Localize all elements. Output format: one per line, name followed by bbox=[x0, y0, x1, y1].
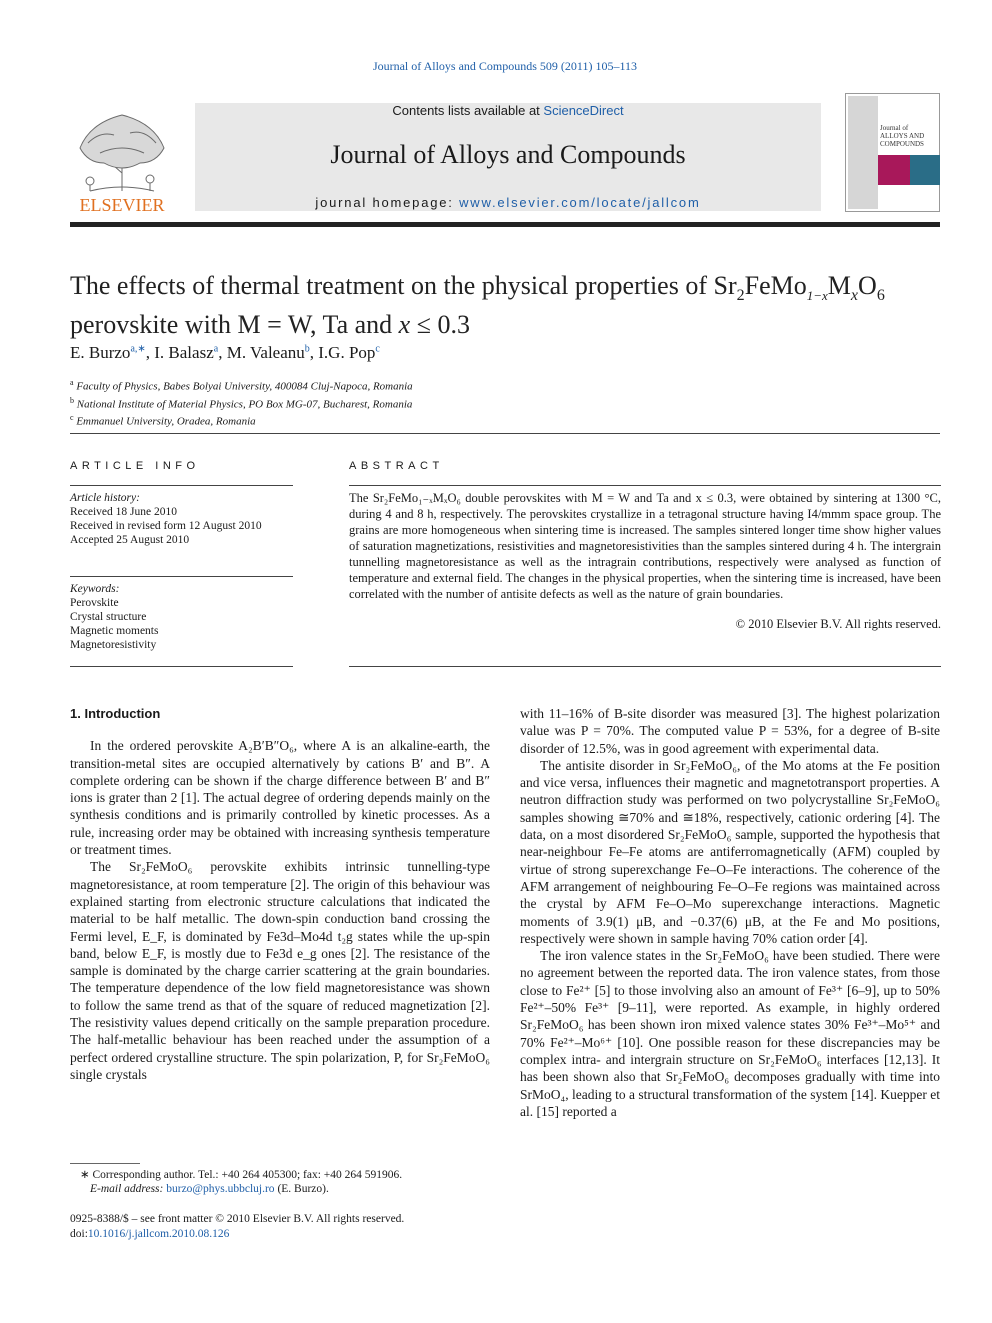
divider bbox=[70, 485, 293, 486]
body-paragraph: The antisite disorder in Sr₂FeMoO₆, of the Mo atoms at the Fe position and vice versa, influences their magnetic and magnetotransport properties. A neutron diffraction study was performed on two polycrystalline Sr₂FeMoO₆ samples showing ≅70% and ≅18%, respectively, cationic ordering [4]. The data, on a most disordered Sr₂FeMoO₆ sample, supported the hypothesis that near-neighbour Fe–Fe atoms are antiferromagnetically (AFM) coupled by virtue of strong superexchange Fe–O–Fe interactions. The coherence of the AFM arrangement of neighbouring Fe–O–Fe regions was maintained across the crystal by AFM Fe–O–Mo superexchange interactions. Magnetic moments of 3.9(1) μB, and −0.37(6) μB, at the Fe and Mo positions, respectively were shown in sample having 70% cation order [4]. bbox=[520, 757, 940, 946]
divider bbox=[349, 666, 941, 667]
sciencedirect-link[interactable]: ScienceDirect bbox=[543, 103, 624, 118]
abstract-copyright: © 2010 Elsevier B.V. All rights reserved. bbox=[735, 617, 941, 631]
affiliation-item: $^c$ Emmanuel University, Oradea, Romania bbox=[70, 413, 256, 428]
page-footer: 0925-8388/$ – see front matter © 2010 Elsevier B.V. All rights reserved. doi:10.1016/j.jallcom.2010.08.126 bbox=[70, 1213, 405, 1240]
body-paragraph: In the ordered perovskite A₂B′B″O₆, where A is an alkaline-earth, the transition-metal sites are occupied alternatively by cations B′ and B″. A complete ordering can be shown if the charge difference between B′ and B″ ions is grater than 2 [1]. The actual degree of ordering depends mainly on the synthesis conditions and is primarily controlled by kinetic processes. As a rule, increasing order may be obtained with increasing synthesis temperature or treatment times. bbox=[70, 738, 490, 858]
article-history: Article history: Received 18 June 2010 Received in revised form 12 August 2010 Accepted 25 August 2010 bbox=[70, 492, 262, 546]
author-list: E. Burzo$^{a,∗}$, I. Balasz$^a$, M. Valeanu$^b$, I.G. Pop$^c$ bbox=[70, 343, 380, 362]
journal-homepage: journal homepage: www.elsevier.com/locate/jallcom bbox=[315, 195, 701, 210]
homepage-link[interactable]: www.elsevier.com/locate/jallcom bbox=[459, 195, 701, 210]
body-paragraph: The Sr₂FeMoO₆ perovskite exhibits intrinsic tunnelling-type magnetoresistance, at room temperature [2]. The origin of this behaviour was explained starting from electronic structure calculations that indicated the material to be half metallic. The down-spin conduction band crossing the Fermi level, E_F, is dominated by Fe3d–Mo4d t₂g states while the up-spin band, below E_F, is mostly due to Fe3d e_g ones [2]. The resistance of the sample is dominated by the charge carrier scattering at the grain boundaries. The temperature dependence of the low field magnetoresistance was shown to follow the same trend as that of the square of reduced magnetization [2]. The resistivity values depend critically on the sample preparation procedure. The half-metallic behaviour has been reached under the assumption of a perfect ordered crystalline structure. The spin polarization, P, for Sr₂FeMoO₆ single crystals bbox=[70, 859, 490, 1082]
body-right-column bbox=[520, 705, 940, 1120]
affiliation-item: $^b$ National Institute of Material Physics, PO Box MG-07, Bucharest, Romania bbox=[70, 395, 413, 411]
corresponding-author-footnote: ∗ Corresponding author. Tel.: +40 264 405300; fax: +40 264 591906. E-mail address: burzo@phys.ubbcluj.ro (E. Burzo). bbox=[80, 1169, 403, 1195]
author-name[interactable]: E. Burzo bbox=[70, 343, 131, 362]
divider bbox=[70, 666, 293, 667]
keyword: Crystal structure bbox=[70, 611, 147, 623]
body-paragraph: with 11–16% of B-site disorder was measured [3]. The highest polarization value was P = 70%. The computed value P = 53%, for a degree of B-site disorder of 12.5%, was in good agreement with experimental data. bbox=[520, 706, 940, 756]
publisher-wordmark: ELSEVIER bbox=[79, 195, 165, 215]
body-paragraph: The iron valence states in the Sr₂FeMoO₆ have been studied. There were no agreement between the reported data. The iron valence states, from those close to Fe²⁺ [5] to those involving also an amount of Fe³⁺ [6–9], up to 50% Fe²⁺–50% Fe³⁺ [9–11], were reported. As example, in highly ordered Sr₂FeMoO₆ has been shown iron mixed valence states 30% Fe³⁺–Mo⁵⁺ and 70% Fe²⁺–Mo⁶⁺ [10]. One possible reason for these discrepancies may be complex intra- and intergrain structure on Sr₂FeMoO₆ interfaces [12,13]. It has been shown also that Sr₂FeMoO₆ decomposes gradually with time into SrMoO₄, leading to a structural transformation of the system [14]. Kuepper et al. [15] reported a bbox=[520, 948, 940, 1119]
author-email-link[interactable]: burzo@phys.ubbcluj.ro bbox=[166, 1183, 275, 1195]
affiliation-item: $^a$ Faculty of Physics, Babes Bolyai University, 400084 Cluj-Napoca, Romania bbox=[70, 378, 413, 393]
journal-reference[interactable]: Journal of Alloys and Compounds 509 (2011) 105–113 bbox=[372, 59, 638, 73]
journal-cover-thumbnail[interactable] bbox=[845, 93, 940, 212]
divider bbox=[349, 485, 941, 486]
keyword: Magnetoresistivity bbox=[70, 639, 157, 651]
cover-title: Journal of ALLOYS AND COMPOUNDS bbox=[880, 124, 925, 148]
journal-title: Journal of Alloys and Compounds bbox=[330, 140, 686, 169]
keyword: Perovskite bbox=[70, 597, 119, 609]
article-title: The effects of thermal treatment on the physical properties of $Sr_2FeMo_{1-x}M_xO_6$ perovskite with M = W, Ta and x ≤ 0.3 bbox=[70, 271, 885, 340]
abstract-text: The Sr₂FeMo₁₋ₓMₓO₆ double perovskites with M = W and Ta and x ≤ 0.3, were obtained by sintering at 1300 °C, during 4 and 8 h, respectively. The perovskites crystallize in a tetragonal structure having I4/mmm space group. The grains are more homogeneous when sintering time is increased. The samples sintered longer time show higher values of saturation magnetizations, resistivities and magnetoresistivities than the samples sintered during 4 h. The intergrain tunnelling magnetoresistance as well as the intragrain contributions, respectively were analysed as function of temperature and external field. The changes in the physical properties, when the sintering time is increased, have been correlated with the number of antisite defects as well as the nature of grain boundaries. bbox=[349, 491, 941, 601]
section-heading: 1. Introduction bbox=[70, 706, 161, 721]
body-left-column bbox=[70, 705, 490, 1083]
footnote-rule bbox=[70, 1163, 140, 1164]
keyword: Magnetic moments bbox=[70, 625, 159, 637]
author-name[interactable]: M. Valeanu bbox=[226, 343, 305, 362]
header-divider bbox=[70, 222, 940, 227]
author-name[interactable]: I.G. Pop bbox=[318, 343, 376, 362]
keywords: Keywords: Perovskite Crystal structure Magnetic moments Magnetoresistivity bbox=[70, 582, 293, 652]
abstract-heading: ABSTRACT bbox=[349, 460, 444, 472]
doi-link[interactable]: 10.1016/j.jallcom.2010.08.126 bbox=[87, 1228, 230, 1240]
article-info-heading: ARTICLE INFO bbox=[70, 460, 200, 472]
divider bbox=[70, 576, 293, 577]
author-name[interactable]: I. Balasz bbox=[154, 343, 214, 362]
contents-line: Contents lists available at ScienceDirect bbox=[392, 103, 624, 118]
affiliations bbox=[70, 376, 413, 429]
divider bbox=[70, 433, 940, 434]
elsevier-logo bbox=[70, 103, 174, 215]
